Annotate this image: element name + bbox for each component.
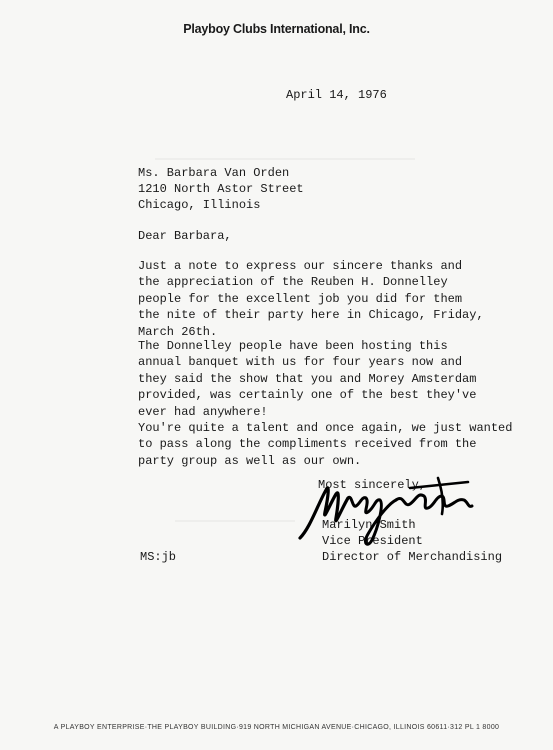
closing: Most sincerely, [318, 478, 427, 492]
body-line: the appreciation of the Reuben H. Donnelley [138, 275, 448, 290]
body-line: the nite of their party here in Chicago, Friday, [138, 308, 484, 323]
body-paragraph [138, 258, 484, 340]
body-line: ever had anywhere! [138, 404, 268, 419]
letterhead-footer: A PLAYBOY ENTERPRISE·THE PLAYBOY BUILDING·919 NORTH MICHIGAN AVENUE·CHICAGO, ILLINOIS 60611·312 PL 1 8000 [53, 724, 500, 731]
handwritten-signature [292, 468, 482, 550]
body-line: The Donnelley people have been hosting this [138, 339, 448, 353]
body-line: You're quite a talent and once again, we just wanted [138, 421, 513, 435]
body-line: annual banquet with us for four years now and [138, 355, 463, 370]
recipient-name: Ms. Barbara Van Orden [138, 166, 290, 180]
salutation: Dear Barbara, [138, 229, 232, 243]
body-paragraph [138, 338, 476, 420]
body-paragraph [138, 420, 512, 469]
typist-initials: MS:jb [140, 550, 177, 564]
bleed-through-mark [155, 158, 415, 160]
bleed-through-mark [175, 520, 295, 522]
recipient-city: Chicago, Illinois [138, 198, 261, 212]
body-line: provided, was certainly one of the best they've [138, 388, 477, 403]
body-line: they said the show that you and Morey Amsterdam [138, 371, 477, 386]
signature-title: Director of Merchandising [322, 550, 503, 564]
recipient-street: 1210 North Astor Street [138, 182, 304, 196]
body-line: party group as well as our own. [138, 453, 362, 468]
body-line: March 26th. [138, 324, 218, 339]
letterhead: Playboy Clubs International, Inc. [183, 22, 370, 36]
body-line: Just a note to express our sincere thanks and [138, 259, 463, 273]
body-line: to pass along the compliments received from the [138, 437, 477, 452]
body-line: people for the excellent job you did for them [138, 291, 463, 306]
signature-typed-name: Marilyn Smith [322, 518, 416, 532]
signature-title: Vice President [322, 534, 423, 548]
letter-date: April 14, 1976 [286, 88, 387, 102]
